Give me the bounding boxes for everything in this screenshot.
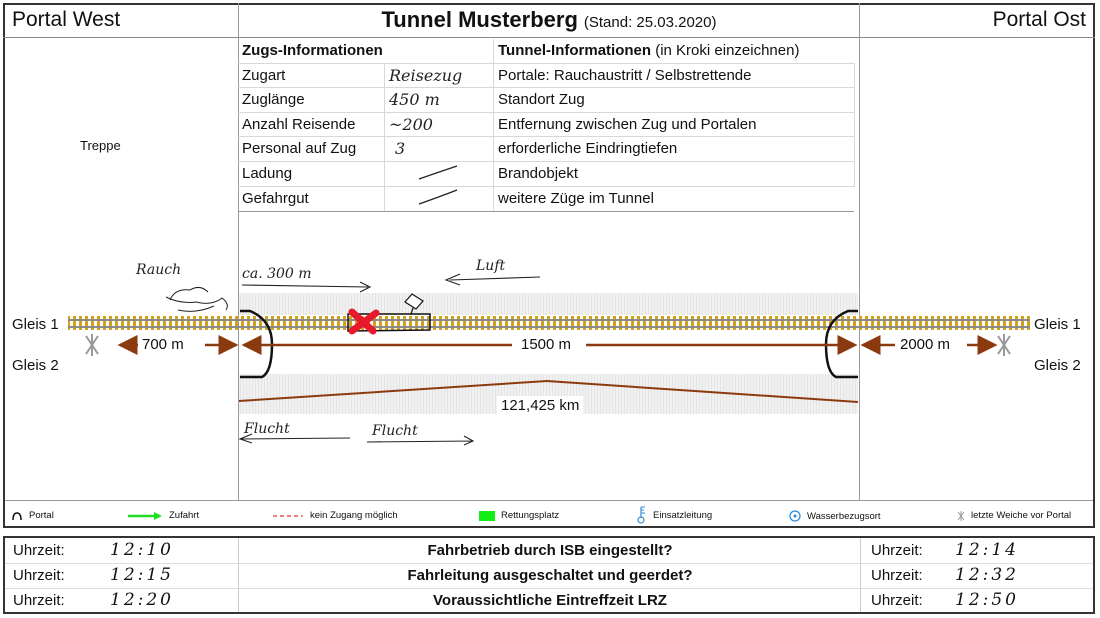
times-table (3, 536, 1095, 614)
reisende-label: Anzahl Reisende (238, 112, 385, 137)
tunnel-info-row: Brandobjekt (494, 161, 855, 186)
tunnel-band-upper (239, 293, 858, 315)
arrow-west-icon (446, 274, 540, 285)
legend-item-einsatzleitung (637, 506, 712, 524)
legend-item-kein-zugang (272, 510, 398, 521)
tunnel-name: Tunnel Musterberg (381, 7, 578, 32)
track-gleis-1 (68, 316, 1030, 330)
reisende-value[interactable]: ~200 (385, 112, 494, 137)
zugs-info-heading: Zugs-Informationen (238, 39, 494, 63)
legend-label: Rettungsplatz (501, 510, 560, 521)
legend-item-zufahrt (127, 510, 199, 521)
uhrzeit-label: Uhrzeit: (13, 592, 65, 609)
uhrzeit-label: Uhrzeit: (13, 542, 65, 559)
uhrzeit-value-left[interactable]: 12:10 (110, 540, 174, 560)
switch-west-icon (86, 334, 98, 356)
zugart-label: Zugart (238, 63, 385, 88)
uhrzeit-value-right[interactable]: 12:50 (955, 590, 1019, 610)
gleis-1-east-label: Gleis 1 (1034, 316, 1081, 333)
uhrzeit-value-left[interactable]: 12:15 (110, 565, 174, 585)
time-row (5, 538, 1093, 564)
portal-west-title: Portal West (12, 8, 121, 31)
gleis-2-west-label: Gleis 2 (12, 357, 59, 374)
switch-icon (957, 511, 965, 521)
time-question: Voraussichtliche Eintreffzeit LRZ (433, 592, 667, 609)
treppe-label: Treppe (80, 138, 121, 153)
note-distance[interactable]: ca. 300 m (242, 266, 312, 282)
tunnel-info-row: Standort Zug (494, 88, 855, 113)
note-rauch[interactable]: Rauch (136, 262, 182, 278)
gefahrgut-label: Gefahrgut (238, 186, 385, 211)
note-flucht-1[interactable]: Flucht (244, 421, 290, 437)
arrow-east-icon (242, 282, 370, 292)
time-question: Fahrleitung ausgeschaltet und geerdet? (407, 567, 693, 584)
note-flucht-2[interactable]: Flucht (372, 423, 418, 439)
ladung-label: Ladung (238, 161, 385, 186)
green-square-icon (479, 511, 495, 521)
time-row (5, 563, 1093, 589)
key-flag-icon (637, 506, 647, 524)
legend-label: kein Zugang möglich (310, 510, 398, 521)
legend-item-wasserbezugsort (789, 510, 881, 522)
stand-date: (Stand: 25.03.2020) (583, 14, 717, 31)
tunnel-info-row: Entfernung zwischen Zug und Portalen (494, 112, 855, 137)
gleis-2-east-label: Gleis 2 (1034, 357, 1081, 374)
km-marker: 121,425 km (497, 396, 583, 415)
tunnel-info-row: erforderliche Eindringtiefen (494, 137, 855, 162)
legend-label: Einsatzleitung (653, 509, 713, 521)
distance-west: 700 m (138, 336, 188, 353)
portal-icon (11, 511, 23, 521)
tunnel-info-note: (in Kroki einzeichnen) (655, 42, 800, 60)
gleis-1-west-label: Gleis 1 (12, 316, 59, 333)
tunnel-info-row: Portale: Rauchaustritt / Selbstrettende (494, 63, 855, 88)
legend-label: letzte Weiche vor Portal (971, 510, 1072, 521)
zuglaenge-label: Zuglänge (238, 88, 385, 113)
legend-label: Wasserbezugsort (807, 510, 881, 522)
uhrzeit-label: Uhrzeit: (871, 592, 923, 609)
distance-tunnel: 1500 m (517, 336, 575, 353)
tunnel-info-row: weitere Züge im Tunnel (494, 186, 855, 211)
legend-item-weiche (957, 510, 1071, 521)
distance-east: 2000 m (896, 336, 954, 353)
switch-east-icon (998, 334, 1010, 356)
tunnel-info-title: Tunnel-Informationen (498, 42, 652, 60)
smoke-sketch-icon (166, 287, 227, 311)
uhrzeit-value-right[interactable]: 12:32 (955, 565, 1019, 585)
legend-label: Zufahrt (169, 510, 200, 521)
portal-ost-title: Portal Ost (992, 8, 1086, 31)
uhrzeit-value-right[interactable]: 12:14 (955, 540, 1019, 560)
personal-value[interactable]: 3 (385, 137, 494, 162)
zuglaenge-value[interactable]: 450 m (385, 88, 494, 113)
water-point-icon (789, 510, 801, 522)
note-luft[interactable]: Luft (476, 258, 506, 274)
legend-label: Portal (29, 510, 54, 521)
uhrzeit-label: Uhrzeit: (871, 542, 923, 559)
red-dashed-line-icon (272, 511, 304, 521)
uhrzeit-label: Uhrzeit: (871, 567, 923, 584)
legend-item-rettungsplatz (479, 510, 559, 521)
uhrzeit-value-left[interactable]: 12:20 (110, 590, 174, 610)
personal-label: Personal auf Zug (238, 137, 385, 162)
green-arrow-icon (127, 511, 163, 521)
time-row (5, 588, 1093, 613)
time-question: Fahrbetrieb durch ISB eingestellt? (427, 542, 673, 559)
zugart-value[interactable]: Reisezug (385, 63, 494, 88)
legend-item-portal (11, 510, 54, 521)
uhrzeit-label: Uhrzeit: (13, 567, 65, 584)
legend (5, 500, 1093, 527)
